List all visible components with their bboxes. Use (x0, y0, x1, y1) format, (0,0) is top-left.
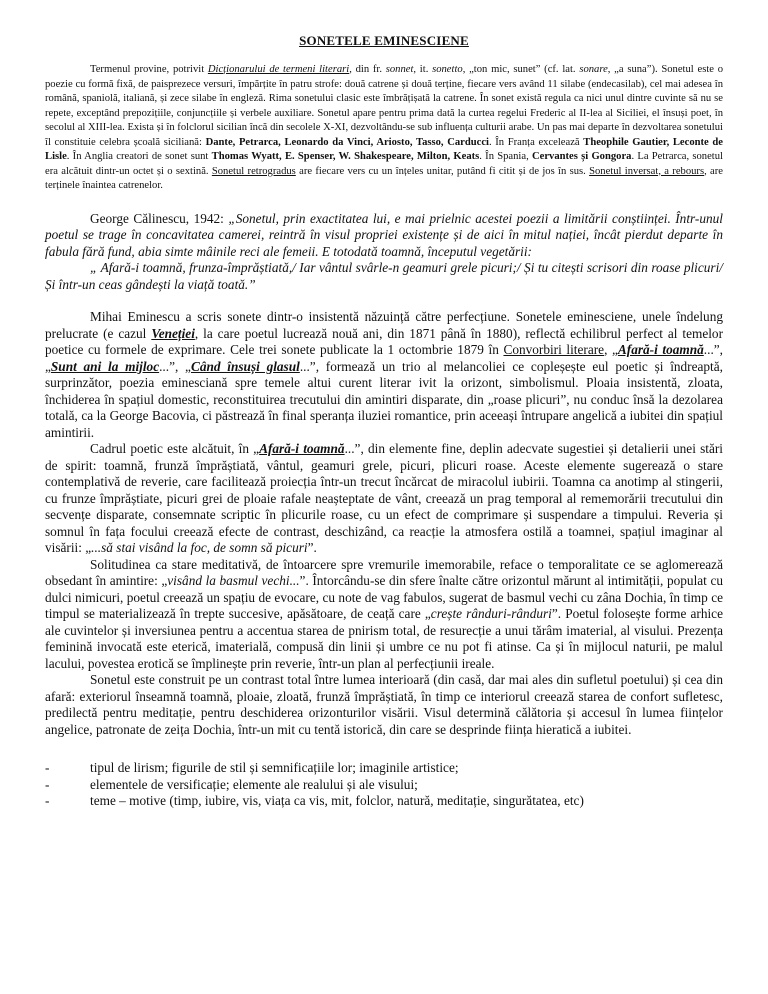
poem-title: Veneției (151, 325, 195, 341)
poet-names: Dante, Petrarca, Leonardo da Vinci, Ariosto, Tasso, Carducci (205, 136, 489, 148)
paragraph-text: ...”, „ (45, 342, 723, 374)
poem-title: Afară-i toamnă (617, 342, 704, 357)
inline-quote: visând la basmul vechi... (167, 573, 300, 588)
document-page (45, 33, 723, 810)
intro-text: , are terținele înaintea catrenelor. (45, 165, 723, 191)
intro-text: . În Franța excelează (488, 136, 584, 148)
intro-text: , it. (413, 64, 433, 75)
paragraph-contrast: Sonetul este construit pe un contrast total între lumea interioară (din casă, dar mai ales din sufletul poetului) și cea din afară: exteriorul înseamnă toamnă, ploaie, zloată, frunză împrăștiată, în timp ce interiorul creează starea de confort sufletesc, predilectă pentru meditație, pentru deschiderea orizonturilor visării. Visul determină călătoria și accesul în lumea ființelor angelice, patronate de zeița Dochia, într-un mit cu tentă istorică, din care se desprinde ființa hieratică a iubitei. (45, 672, 723, 737)
paragraph-text: , la care poetul lucrează nouă ani, din 1871 până în 1880), reflectă echilibrul perfect al temelor poetice cu formele de exprimare. Cele trei sonete publicate la 1 octombrie 1879 în (45, 325, 724, 357)
dictionary-reference: Dicționarului de termeni literari (207, 64, 350, 75)
list-item (45, 760, 723, 777)
intro-paragraph (45, 63, 723, 194)
poem-excerpt (45, 260, 723, 293)
intro-text: Termenul provine, potrivit (90, 64, 208, 75)
poem-verse: „ Afară-i toamnă, frunza-împrăștiată,/ Iar vântul svârle-n geamuri grele picuri;/ Și tu citești scrisori din roase plicuri/ Și într-un ceas gândești la viață toată.” (45, 260, 723, 292)
list-item (45, 793, 723, 810)
paragraph-solitude (45, 557, 723, 673)
etymology-term: sonetto (432, 64, 463, 75)
paragraph-eminescu-sonnets (45, 309, 723, 441)
list-dash: - (45, 760, 50, 775)
poet-names: Theophile Gautier, Leconte de Lisle (45, 136, 723, 162)
sonnet-type-term: Sonetul inversat, a rebours (589, 165, 705, 177)
list-dash: - (45, 793, 50, 808)
intro-text: . În Spania, (479, 151, 532, 162)
journal-name: Convorbiri literare (503, 342, 605, 357)
calinescu-quote: „Sonetul, prin exactitatea lui, e mai prielnic acestei poezii a limitării conștiinței. Într-unul poetul se trage în concavitatea camerei, reintră în visul propriei existențe și de aici în mitul nației, încât pierdut departe în fabula fără fund, abia simte mâinile reci ale femeii. E totodată toamnă, începutul vegetării: (45, 210, 723, 259)
poet-names: Thomas Wyatt, E. Spenser, W. Shakespeare, Milton, Keats (211, 151, 480, 162)
intro-text: are fiecare vers cu un înțeles unitar, putând fi citit și de jos în sus. (295, 165, 590, 177)
paragraph-text: Solitudinea ca stare meditativă, de întoarcere spre vremurile imemorabile, reface o temporalitate ce se aglomerează obsedant în amintire: „ (45, 556, 723, 588)
paragraph-text: , „ (604, 342, 618, 357)
paragraph-text: ...”, din elemente fine, deplin adecvate sugestiei și detalierii unei stări de spirit: toamnă, frunză împrăștiată, vântul, geamuri grele, picuri, plicuri roase. Aceste elemente sugerează o stare contemplativă de reverie, care facilitează proiecția într-un trecut încărcat de miracolul iubirii. Toamna ca anotimp al stingerii, cu frunze împrăștiate, picuri grei de ploaie rafale neașteptate de vânt, creează un prag temporal al rememorării trecutului din secvențe disparate, consemnate scriptic în plicurile roase, cu un efect de comprimare și suspendare a timpului. Reveria și somnul în fața focului creează efecte de contrast, deschizând, ca reacție la atmosfera ostilă a toamnei, spațiul imaginar al visării: „ (45, 441, 723, 555)
quote-lead: George Călinescu, 1942: (90, 210, 229, 226)
paragraph-text: ”. (307, 540, 317, 555)
inline-quote: ...să stai visând la foc, de somn să picuri (91, 540, 308, 555)
paragraph-poetic-frame (45, 441, 723, 557)
intro-text: , „ton mic, sunet” (cf. lat. (462, 64, 580, 75)
list-item (45, 777, 723, 794)
etymology-term: sonnet (385, 64, 414, 75)
intro-text: . În Anglia creatori de sonet sunt (66, 151, 212, 162)
paragraph-text: ...”, formează un trio al melancoliei ce copleșește eul poetic și îndreaptă, surprinzător, poezia eminesciană spre temele altui curent literar ivit la orizont, simbolismul. Ploaia insistentă, zloata, închiderea în spațiul domestic, reconstituirea trecutului din amintiri disparate, din „roase plicuri”, nu conduc însă la dezolarea totală, ca la George Bacovia, ci păstrează în final speranța iluziei romantice, prin aceeași întrupare angelică a iubitei din spațiul amintirii. (45, 358, 723, 440)
intro-text: , „a suna”). Sonetul este o poezie cu formă fixă, de paisprezece versuri, împărțite în patru strofe: două catrene și două terține, fiecare vers având 11 silabe (endecasilab), cel mai adesea în română, spaniolă, italiană, și zece silabe în engleză. Rima sonetului clasic este îmbrățișată la catrene. În sonet există regula ca nici unul dintre cuvinte să nu se repete, exceptând prepozițiile, conjuncțiile și verbele auxiliare. Sonetul apare pentru prima dată la curtea regelui Frederic al II-lea al Siciliei, el însuși poet, în secolul al XIII-lea. Exista și în folclorul sicilian încă din secolele X-XI, dezvoltându-se sub influența culturii arabe. Un pas mai departe în dezvoltarea sonetului îl constituie celebra școală siciliană: (45, 64, 724, 148)
paragraph-text: Cadrul poetic este alcătuit, în „ (90, 441, 260, 456)
paragraph-text: ”. Întorcându-se din sfere înalte către orizontul mărunt al intimității, populat cu dulci nimicuri, poetul creează un spațiu de evocare, cu note de vag fabulos, sugerat de basmul vechi cu zâna Dochia, în timp ce timpul se materializează în trepte succesive, apăsătoare, de ceață care „ (45, 573, 723, 621)
paragraph-text: ”. Poetul folosește forme arhice ale cuvintelor și inversiunea pentru a accentua starea de pnirism total, de resurecție a unui tărâm imaterial, al visului. Prezența feminină invocată este eterică, imaterială, compusă din linii și umbre ce nu pot fi atinse. Ca și în mijlocul naturii, pe malul lacului, povestea erotică se împlinește prin reverie, într-un plan al perfecțiunii ireale. (45, 606, 723, 671)
poet-names: Cervantes și Gongora (531, 151, 632, 162)
list-item-text: teme – motive (timp, iubire, vis, viața ca vis, mit, folclor, natură, meditație, singurătatea, etc) (90, 793, 584, 808)
paragraph-text: Mihai Eminescu a scris sonete dintr-o insistentă năzuință către perfecțiune. Sonetele eminesciene, unele îndelung prelucrate (e cazul (45, 309, 723, 341)
list-item-text: tipul de lirism; figurile de stil și semnificațiile lor; imaginile artistice; (90, 760, 459, 775)
poem-title: Sunt ani la mijloc (50, 358, 160, 374)
list-dash: - (45, 776, 50, 792)
poem-title: Când însuși glasul (190, 358, 300, 374)
analysis-list (45, 760, 723, 810)
intro-text: , din fr. (349, 64, 386, 75)
poem-title: Afară-i toamnă (259, 441, 345, 456)
intro-text: . La Petrarca, sonetul era alcătuit dintr-un octet și o sextină. (45, 151, 723, 177)
etymology-term: sonare (579, 64, 608, 75)
page-title: SONETELE EMINESCIENE (299, 33, 469, 48)
sonnet-type-term: Sonetul retrogradus (211, 165, 296, 177)
inline-quote: crește rânduri-rânduri (430, 606, 552, 621)
calinescu-quote-paragraph (45, 211, 723, 261)
list-item-text: elementele de versificație; elemente ale realului și ale visului; (90, 776, 418, 792)
paragraph-text: ...”, „ (159, 358, 191, 374)
